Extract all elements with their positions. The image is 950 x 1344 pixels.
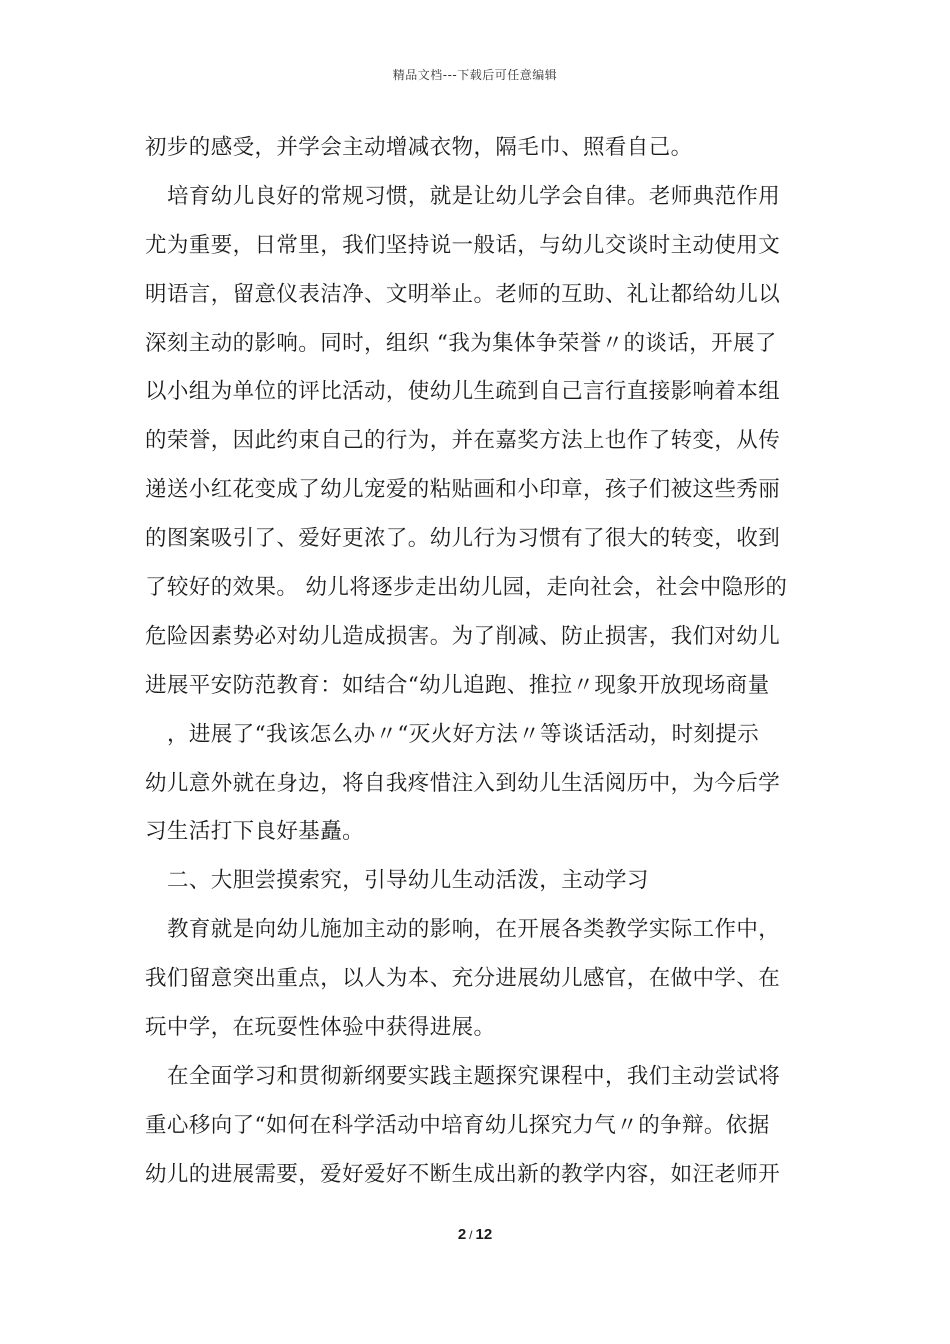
text-line: ，进展了“我该怎么办〃“灭火好方法〃等谈话活动，时刻提示 [167, 721, 760, 747]
text-line: 幼儿意外就在身边，将自我疼惜注入到幼儿生活阅历中，为今后学 [145, 770, 781, 796]
text-line: 危险因素势必对幼儿造成损害。为了削减、防止损害，我们对幼儿 [145, 623, 781, 649]
text-line: 我们留意突出重点，以人为本、充分进展幼儿感官，在做中学、在 [145, 966, 781, 992]
text-line: 习生活打下良好基矗。 [145, 819, 365, 845]
text-line: 幼儿的进展需要，爱好爱好不断生成出新的教学内容，如汪老师开 [145, 1161, 781, 1187]
current-page: 2 [457, 1226, 467, 1243]
text-line: 进展平安防范教育：如结合“幼儿追跑、推拉〃现象开放现场商量 [145, 672, 770, 698]
text-line: 尤为重要，日常里，我们坚持说一般话，与幼儿交谈时主动使用文 [145, 232, 781, 258]
text-line: 以小组为单位的评比活动，使幼儿生疏到自己言行直接影响着本组 [145, 379, 781, 405]
text-line: 了较好的效果。 幼儿将逐步走出幼儿园，走向社会，社会中隐形的 [145, 575, 788, 601]
text-line: 的图案吸引了、爱好更浓了。幼儿行为习惯有了很大的转变，收到 [145, 526, 781, 552]
text-line: 二、大胆尝摸索究，引导幼儿生动活泼，主动学习 [167, 868, 649, 894]
text-line: 教育就是向幼儿施加主动的影响，在开展各类教学实际工作中， [167, 917, 781, 943]
text-line: 玩中学，在玩耍性体验中获得进展。 [145, 1015, 496, 1041]
page-separator: / [469, 1228, 473, 1242]
text-line: 的荣誉，因此约束自己的行为，并在嘉奖方法上也作了转变，从传 [145, 428, 781, 454]
document-body [145, 124, 810, 1200]
text-line: 重心移向了“如何在科学活动中培育幼儿探究力气〃的争辩。依据 [145, 1112, 770, 1138]
text-line: 初步的感受，并学会主动增减衣物，隔毛巾、照看自己。 [145, 135, 693, 160]
text-line: 培育幼儿良好的常规习惯，就是让幼儿学会自律。老师典范作用 [167, 183, 781, 209]
page-header: 精品文档---下载后可任意编辑 [392, 68, 558, 82]
page-number [0, 1226, 950, 1243]
text-line: 递送小红花变成了幼儿宠爱的粘贴画和小印章，孩子们被这些秀丽 [145, 477, 781, 503]
text-line: 在全面学习和贯彻新纲要实践主题探究课程中，我们主动尝试将 [167, 1063, 781, 1089]
total-pages: 12 [475, 1226, 493, 1243]
text-line: 深刻主动的影响。同时，组织 “我为集体争荣誉〃的谈话，开展了 [145, 330, 777, 356]
text-line: 明语言，留意仪表洁净、文明举止。老师的互助、礼让都给幼儿以 [145, 281, 781, 307]
